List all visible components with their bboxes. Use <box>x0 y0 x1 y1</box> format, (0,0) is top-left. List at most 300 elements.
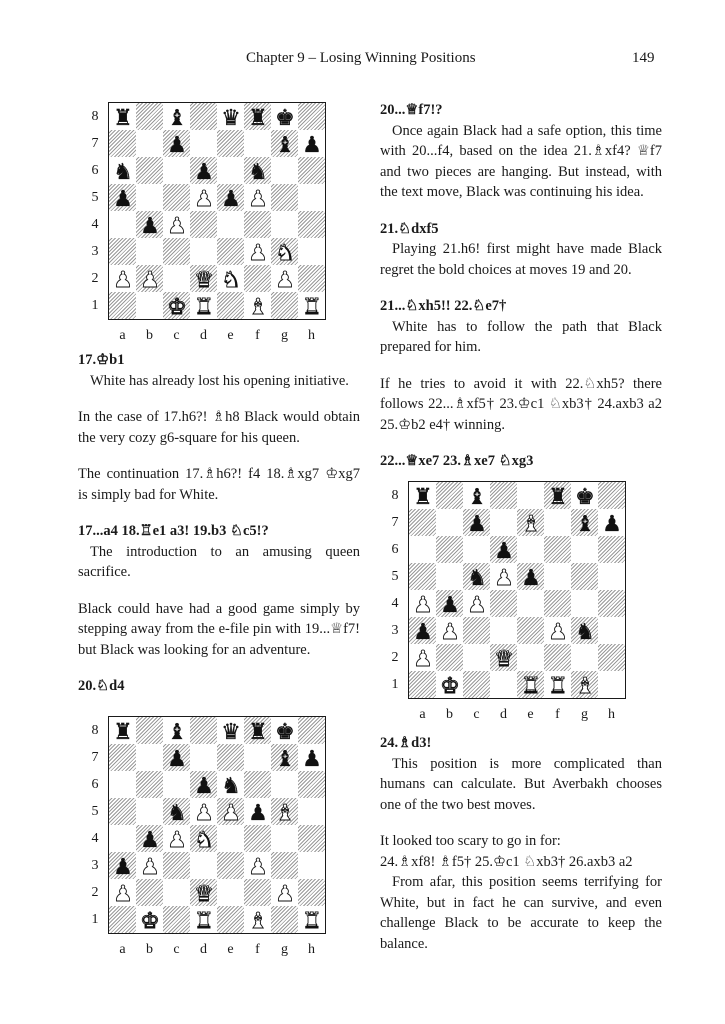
black-knight-icon <box>465 565 489 589</box>
svg-text:♟: ♟ <box>112 186 133 210</box>
black-pawn-icon <box>300 746 324 770</box>
file-label: d <box>500 707 507 722</box>
square-b2 <box>136 265 163 292</box>
square-h2 <box>598 644 625 671</box>
svg-text:♟: ♟ <box>301 746 322 770</box>
square-g7 <box>271 744 298 771</box>
svg-text:♟: ♟ <box>466 511 487 535</box>
black-pawn-icon <box>492 538 516 562</box>
square-f5 <box>244 184 271 211</box>
paragraph: This position is more complicated than humans can calculate. But Averbakh chooses one of the two best moves. <box>380 755 662 813</box>
rank-label: 8 <box>91 109 99 124</box>
black-rook-icon <box>111 105 135 129</box>
rank-label: 8 <box>91 723 99 738</box>
square-b2 <box>136 879 163 906</box>
svg-text:♝: ♝ <box>274 746 295 770</box>
white-pawn-icon <box>219 800 243 824</box>
svg-text:♟: ♟ <box>220 186 241 210</box>
paragraph: The continuation 17.♗h6?! f4 18.♗xg7 ♔xg7 is simply bad for White. <box>78 466 360 503</box>
square-f8 <box>244 717 271 744</box>
rank-label: 7 <box>91 136 99 151</box>
svg-text:♟: ♟ <box>493 538 514 562</box>
square-c6 <box>163 771 190 798</box>
square-e2 <box>217 265 244 292</box>
rank-label: 3 <box>91 244 99 259</box>
square-h5 <box>298 184 325 211</box>
square-a8 <box>109 717 136 744</box>
svg-text:♟: ♟ <box>466 592 487 616</box>
square-b6 <box>136 771 163 798</box>
black-pawn-icon <box>192 773 216 797</box>
square-f2 <box>544 644 571 671</box>
square-g2 <box>571 644 598 671</box>
file-label: f <box>255 942 260 957</box>
square-b3 <box>436 617 463 644</box>
svg-text:♝: ♝ <box>466 484 487 508</box>
file-label: h <box>308 942 315 957</box>
square-f3 <box>244 852 271 879</box>
white-rook-icon <box>192 908 216 932</box>
svg-text:♛: ♛ <box>493 646 514 670</box>
square-e5 <box>517 563 544 590</box>
square-b8 <box>436 482 463 509</box>
black-king-icon <box>573 484 597 508</box>
svg-text:♟: ♟ <box>166 132 187 156</box>
rank-label: 1 <box>91 912 99 927</box>
square-e7 <box>517 509 544 536</box>
move-heading: 20.♘d4 <box>78 678 125 694</box>
black-bishop-icon <box>165 105 189 129</box>
svg-text:♟: ♟ <box>247 854 268 878</box>
white-king-icon <box>165 294 189 318</box>
rank-label: 2 <box>91 885 99 900</box>
paragraph: 24.♗xf8! ♗f5† 25.♔c1 ♘xb3† 26.axb3 a2 <box>380 853 633 870</box>
paragraph: It looked too scary to go in for: <box>380 833 561 849</box>
black-pawn-icon <box>165 746 189 770</box>
square-e3 <box>217 238 244 265</box>
square-e3 <box>517 617 544 644</box>
square-f3 <box>244 238 271 265</box>
square-g5 <box>271 798 298 825</box>
square-e6 <box>517 536 544 563</box>
file-label: e <box>227 942 234 957</box>
square-c6 <box>163 157 190 184</box>
square-g7 <box>271 130 298 157</box>
move-heading: 21...♘xh5!! 22.♘e7† <box>380 298 507 314</box>
white-rook-icon <box>519 673 543 697</box>
svg-text:♛: ♛ <box>220 105 241 129</box>
black-knight-icon <box>573 619 597 643</box>
square-a6 <box>409 536 436 563</box>
square-f5 <box>544 563 571 590</box>
svg-text:♜: ♜ <box>547 484 568 508</box>
square-c5 <box>463 563 490 590</box>
rank-label: 4 <box>91 217 99 232</box>
svg-text:♟: ♟ <box>547 619 568 643</box>
square-h8 <box>298 103 325 130</box>
white-bishop-icon <box>519 511 543 535</box>
chessboard <box>108 716 326 934</box>
svg-text:♝: ♝ <box>247 908 268 932</box>
square-f1 <box>244 906 271 933</box>
square-c7 <box>463 509 490 536</box>
svg-text:♟: ♟ <box>412 619 433 643</box>
square-c4 <box>163 825 190 852</box>
svg-text:♟: ♟ <box>493 565 514 589</box>
svg-text:♞: ♞ <box>220 773 241 797</box>
square-g2 <box>271 265 298 292</box>
square-f4 <box>544 590 571 617</box>
square-b6 <box>136 157 163 184</box>
svg-text:♟: ♟ <box>193 159 214 183</box>
paragraph: From afar, this position seems terrifying for White, but in fact he can survive, and even challenge Black to be accurate to keep the balance. <box>380 874 662 952</box>
svg-text:♚: ♚ <box>574 484 595 508</box>
white-pawn-icon <box>111 267 135 291</box>
svg-text:♝: ♝ <box>166 105 187 129</box>
square-a1 <box>109 906 136 933</box>
square-g8 <box>271 717 298 744</box>
square-f8 <box>244 103 271 130</box>
rank-label: 6 <box>91 777 99 792</box>
rank-label: 7 <box>91 750 99 765</box>
square-a2 <box>109 879 136 906</box>
square-g6 <box>571 536 598 563</box>
square-d3 <box>490 617 517 644</box>
svg-text:♜: ♜ <box>301 908 322 932</box>
black-knight-icon <box>165 800 189 824</box>
square-f4 <box>244 211 271 238</box>
svg-text:♚: ♚ <box>274 105 295 129</box>
white-queen-icon <box>192 267 216 291</box>
svg-text:♜: ♜ <box>112 719 133 743</box>
file-label: d <box>200 328 207 343</box>
square-c3 <box>163 852 190 879</box>
right-column-bottom <box>380 733 662 954</box>
black-queen-icon <box>219 105 243 129</box>
svg-text:♜: ♜ <box>547 673 568 697</box>
square-f7 <box>244 744 271 771</box>
svg-text:♚: ♚ <box>439 673 460 697</box>
black-pawn-icon <box>465 511 489 535</box>
square-h4 <box>298 211 325 238</box>
svg-text:♟: ♟ <box>601 511 622 535</box>
square-c1 <box>463 671 490 698</box>
svg-text:♟: ♟ <box>112 854 133 878</box>
square-b4 <box>136 825 163 852</box>
paragraph: White has to follow the path that Black prepared for him. <box>380 318 662 355</box>
file-label: a <box>119 942 126 957</box>
svg-text:♚: ♚ <box>166 294 187 318</box>
svg-text:♜: ♜ <box>193 294 214 318</box>
square-e6 <box>217 157 244 184</box>
black-king-icon <box>273 719 297 743</box>
square-c3 <box>163 238 190 265</box>
black-pawn-icon <box>438 592 462 616</box>
move-heading: 20...♕f7!? <box>380 102 443 118</box>
square-f7 <box>244 130 271 157</box>
white-knight-icon <box>219 267 243 291</box>
square-a5 <box>109 798 136 825</box>
square-e1 <box>217 292 244 319</box>
white-pawn-icon <box>273 267 297 291</box>
rank-label: 1 <box>91 298 99 313</box>
square-f8 <box>544 482 571 509</box>
square-d2 <box>490 644 517 671</box>
square-g2 <box>271 879 298 906</box>
square-c2 <box>463 644 490 671</box>
square-g3 <box>571 617 598 644</box>
square-h5 <box>298 798 325 825</box>
square-d6 <box>190 771 217 798</box>
svg-text:♟: ♟ <box>247 186 268 210</box>
white-bishop-icon <box>273 800 297 824</box>
move-heading: 22...♕xe7 23.♗xe7 ♘xg3 <box>380 453 534 469</box>
svg-text:♚: ♚ <box>274 719 295 743</box>
square-f1 <box>544 671 571 698</box>
black-pawn-icon <box>138 213 162 237</box>
white-pawn-icon <box>411 646 435 670</box>
square-c1 <box>163 906 190 933</box>
svg-text:♞: ♞ <box>247 159 268 183</box>
svg-text:♟: ♟ <box>439 592 460 616</box>
square-b1 <box>436 671 463 698</box>
svg-text:♟: ♟ <box>520 565 541 589</box>
square-c3 <box>463 617 490 644</box>
white-rook-icon <box>546 673 570 697</box>
square-d3 <box>190 852 217 879</box>
square-h7 <box>598 509 625 536</box>
square-d5 <box>490 563 517 590</box>
rank-label: 6 <box>91 163 99 178</box>
file-label: e <box>227 328 234 343</box>
black-pawn-icon <box>300 132 324 156</box>
square-a1 <box>109 292 136 319</box>
svg-text:♟: ♟ <box>112 881 133 905</box>
svg-text:♚: ♚ <box>139 908 160 932</box>
square-d6 <box>490 536 517 563</box>
square-h8 <box>598 482 625 509</box>
square-b2 <box>436 644 463 671</box>
rank-label: 4 <box>91 831 99 846</box>
svg-text:♟: ♟ <box>166 213 187 237</box>
square-f5 <box>244 798 271 825</box>
black-pawn-icon <box>411 619 435 643</box>
square-h7 <box>298 130 325 157</box>
square-a2 <box>109 265 136 292</box>
square-d4 <box>190 211 217 238</box>
white-rook-icon <box>300 908 324 932</box>
white-pawn-icon <box>273 881 297 905</box>
svg-text:♛: ♛ <box>193 267 214 291</box>
square-b5 <box>136 798 163 825</box>
square-g5 <box>271 184 298 211</box>
rank-label: 2 <box>391 650 399 665</box>
square-h5 <box>598 563 625 590</box>
square-d4 <box>490 590 517 617</box>
svg-text:♜: ♜ <box>112 105 133 129</box>
square-e7 <box>217 744 244 771</box>
svg-text:♟: ♟ <box>247 240 268 264</box>
black-bishop-icon <box>465 484 489 508</box>
square-b7 <box>136 744 163 771</box>
white-bishop-icon <box>246 294 270 318</box>
white-pawn-icon <box>138 267 162 291</box>
square-f6 <box>244 157 271 184</box>
rank-label: 7 <box>391 515 399 530</box>
square-a7 <box>109 130 136 157</box>
black-knight-icon <box>246 159 270 183</box>
svg-text:♟: ♟ <box>439 619 460 643</box>
white-pawn-icon <box>411 592 435 616</box>
move-heading: 21.♘dxf5 <box>380 220 439 237</box>
square-e2 <box>517 644 544 671</box>
svg-text:♟: ♟ <box>193 800 214 824</box>
square-e8 <box>217 717 244 744</box>
white-rook-icon <box>300 294 324 318</box>
move-heading: 24.♗d3! <box>380 735 432 751</box>
square-f2 <box>244 879 271 906</box>
square-h1 <box>298 906 325 933</box>
file-label: a <box>419 707 426 722</box>
square-b4 <box>436 590 463 617</box>
white-queen-icon <box>492 646 516 670</box>
black-rook-icon <box>246 719 270 743</box>
svg-text:♟: ♟ <box>247 800 268 824</box>
square-g4 <box>271 825 298 852</box>
svg-text:♟: ♟ <box>193 186 214 210</box>
square-b5 <box>436 563 463 590</box>
square-d5 <box>190 184 217 211</box>
svg-text:♞: ♞ <box>112 159 133 183</box>
white-pawn-icon <box>138 854 162 878</box>
square-e5 <box>217 798 244 825</box>
square-e2 <box>217 879 244 906</box>
square-d5 <box>190 798 217 825</box>
square-e4 <box>217 825 244 852</box>
black-pawn-icon <box>192 159 216 183</box>
black-pawn-icon <box>138 827 162 851</box>
svg-text:♞: ♞ <box>574 619 595 643</box>
svg-text:♟: ♟ <box>139 854 160 878</box>
square-f2 <box>244 265 271 292</box>
square-b8 <box>136 103 163 130</box>
square-h2 <box>298 879 325 906</box>
svg-text:♟: ♟ <box>274 881 295 905</box>
file-label: f <box>555 707 560 722</box>
square-c7 <box>163 744 190 771</box>
square-a8 <box>409 482 436 509</box>
rank-label: 5 <box>391 569 399 584</box>
white-pawn-icon <box>246 240 270 264</box>
black-knight-icon <box>111 159 135 183</box>
black-rook-icon <box>546 484 570 508</box>
square-e3 <box>217 852 244 879</box>
square-a1 <box>409 671 436 698</box>
square-a4 <box>109 825 136 852</box>
square-d7 <box>190 130 217 157</box>
paragraph: The introduction to an amusing queen sacrifice. <box>78 543 360 580</box>
svg-text:♟: ♟ <box>412 646 433 670</box>
right-column-top <box>380 100 662 472</box>
square-a5 <box>409 563 436 590</box>
square-f7 <box>544 509 571 536</box>
paragraph: Black could have had a good game simply by stepping away from the e-file pin with 19...♕f7! but Black was looking for an adventure. <box>78 600 360 658</box>
square-d8 <box>490 482 517 509</box>
square-e6 <box>217 771 244 798</box>
square-b8 <box>136 717 163 744</box>
file-label: g <box>281 942 288 957</box>
square-f1 <box>244 292 271 319</box>
white-pawn-icon <box>546 619 570 643</box>
white-knight-icon <box>192 827 216 851</box>
svg-text:♝: ♝ <box>520 511 541 535</box>
black-pawn-icon <box>600 511 624 535</box>
square-d1 <box>190 292 217 319</box>
black-bishop-icon <box>273 746 297 770</box>
svg-text:♜: ♜ <box>193 908 214 932</box>
square-d7 <box>190 744 217 771</box>
black-pawn-icon <box>111 186 135 210</box>
square-g5 <box>571 563 598 590</box>
square-f3 <box>544 617 571 644</box>
square-d2 <box>190 879 217 906</box>
svg-text:♟: ♟ <box>412 592 433 616</box>
square-c5 <box>163 798 190 825</box>
white-pawn-icon <box>192 800 216 824</box>
rank-label: 3 <box>391 623 399 638</box>
svg-text:♝: ♝ <box>574 673 595 697</box>
file-label: g <box>581 707 588 722</box>
black-rook-icon <box>246 105 270 129</box>
paragraph: If he tries to avoid it with 22.♘xh5? there follows 22...♗xf5† 23.♔c1 ♘xb3† 24.axb3 a2 25.♔b2 e4† winning. <box>380 375 662 433</box>
page-header <box>0 50 725 72</box>
square-g7 <box>571 509 598 536</box>
paragraph: Once again Black had a safe option, this time with 20...f4, based on the idea 21.♗xf4? ♕f7 and two pieces are hanging. But instead, with the text move, Black was continuing his idea. <box>380 122 662 200</box>
square-b3 <box>136 852 163 879</box>
svg-text:♟: ♟ <box>166 827 187 851</box>
svg-text:♜: ♜ <box>247 105 268 129</box>
square-a8 <box>109 103 136 130</box>
square-g3 <box>271 238 298 265</box>
black-bishop-icon <box>573 511 597 535</box>
square-h3 <box>298 852 325 879</box>
black-pawn-icon <box>165 132 189 156</box>
svg-text:♟: ♟ <box>193 773 214 797</box>
rank-label: 5 <box>91 804 99 819</box>
white-pawn-icon <box>246 186 270 210</box>
paragraph: White has already lost his opening initiative. <box>90 372 349 389</box>
square-h3 <box>298 238 325 265</box>
file-label: c <box>173 328 180 343</box>
square-h6 <box>598 536 625 563</box>
svg-text:♜: ♜ <box>301 294 322 318</box>
svg-text:♟: ♟ <box>301 132 322 156</box>
square-h1 <box>598 671 625 698</box>
move-heading: 17.♔b1 <box>78 352 125 368</box>
square-c8 <box>163 717 190 744</box>
black-pawn-icon <box>219 186 243 210</box>
square-d8 <box>190 717 217 744</box>
svg-text:♟: ♟ <box>139 267 160 291</box>
black-queen-icon <box>219 719 243 743</box>
square-e1 <box>217 906 244 933</box>
rank-label: 4 <box>391 596 399 611</box>
file-label: f <box>255 328 260 343</box>
white-king-icon <box>138 908 162 932</box>
square-e7 <box>217 130 244 157</box>
svg-text:♞: ♞ <box>193 827 214 851</box>
black-king-icon <box>273 105 297 129</box>
